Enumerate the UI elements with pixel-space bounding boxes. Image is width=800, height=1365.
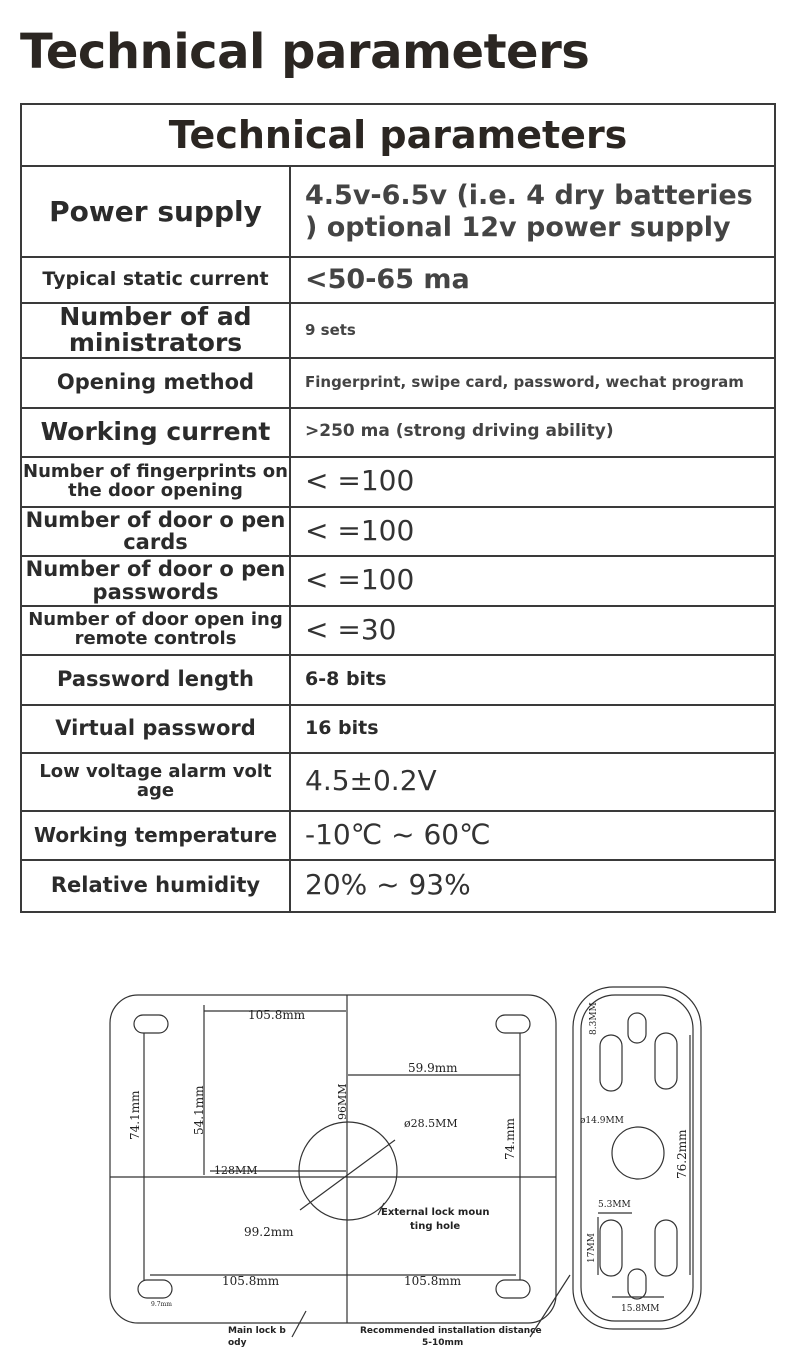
row-label-low-voltage-alarm: Low voltage alarm volt age <box>21 753 290 811</box>
callout-install-text-2: 5-10mm <box>422 1338 464 1348</box>
row-label-static-current: Typical static current <box>21 257 290 303</box>
table-row <box>21 457 775 507</box>
row-label-working-temperature: Working temperature <box>21 811 290 860</box>
label-left-height: 74.1mm <box>128 1090 142 1140</box>
label-right-offset: 59.9mm <box>408 1061 458 1075</box>
row-value-cards: < =100 <box>290 507 775 556</box>
table-row <box>21 556 775 606</box>
row-label-password-length: Password length <box>21 655 290 705</box>
mount-slot-top-right <box>496 1015 530 1033</box>
callout-main-body-text-1: Main lock b <box>228 1326 286 1336</box>
side-slot-bottom-center <box>628 1269 646 1299</box>
table-row <box>21 655 775 705</box>
row-value-low-voltage-alarm: 4.5±0.2V <box>290 753 775 811</box>
row-value-working-temperature: -10℃ ~ 60℃ <box>290 811 775 860</box>
label-mid-width: 128MM <box>214 1164 258 1177</box>
label-diagonal-width: 99.2mm <box>244 1225 294 1239</box>
callout-hole-text-2: ting hole <box>410 1221 461 1232</box>
row-value-relative-humidity: 20% ~ 93% <box>290 860 775 912</box>
main-body-outline <box>110 995 556 1323</box>
label-bottom-left-width: 105.8mm <box>222 1274 280 1288</box>
table-header-row <box>21 104 775 166</box>
label-corner-small: 9.7mm <box>151 1301 172 1308</box>
mount-slot-top-left <box>134 1015 168 1033</box>
row-label-passwords: Number of door o pen passwords <box>21 556 290 606</box>
row-value-passwords: < =100 <box>290 556 775 606</box>
label-top-width: 105.8mm <box>248 1008 306 1022</box>
side-slot-top-right <box>655 1033 677 1089</box>
table-row <box>21 811 775 860</box>
table-row <box>21 166 775 257</box>
row-label-power-supply: Power supply <box>21 166 290 257</box>
callout-install-text-1: Recommended installation distance <box>360 1326 542 1336</box>
side-slot-top-center <box>628 1013 646 1043</box>
label-side-top-offset: 8.3MM <box>589 1002 599 1035</box>
side-slot-top-left <box>600 1035 622 1091</box>
table-row <box>21 507 775 556</box>
callout-hole-text-1: External lock moun <box>381 1207 490 1218</box>
table-row <box>21 408 775 457</box>
row-label-relative-humidity: Relative humidity <box>21 860 290 912</box>
table-row <box>21 303 775 358</box>
row-value-fingerprints: < =100 <box>290 457 775 507</box>
row-label-cards: Number of door o pen cards <box>21 507 290 556</box>
row-label-working-current: Working current <box>21 408 290 457</box>
row-label-fingerprints: Number of fingerprints on the door opening <box>21 457 290 507</box>
mount-slot-bottom-right <box>496 1280 530 1298</box>
label-side-slot-width: 5.3MM <box>598 1200 631 1210</box>
side-slot-bottom-right <box>655 1220 677 1276</box>
label-side-slot-height: 17MM <box>587 1233 597 1263</box>
row-value-opening-method: Fingerprint, swipe card, password, wechat program <box>290 358 775 408</box>
side-panel-hole <box>612 1127 664 1179</box>
page-title: Technical parameters <box>20 24 590 80</box>
spec-table <box>20 103 776 913</box>
row-value-password-length: 6-8 bits <box>290 655 775 705</box>
label-inner-height: 54.1mm <box>192 1085 206 1135</box>
table-row <box>21 257 775 303</box>
label-hole-diameter: ø28.5MM <box>404 1117 458 1130</box>
label-bottom-right-width: 105.8mm <box>404 1274 462 1288</box>
callout-main-body-leader <box>292 1311 306 1337</box>
table-row <box>21 753 775 811</box>
row-value-power-supply: 4.5v-6.5v (i.e. 4 dry batteries ) optional 12v power supply <box>290 166 775 257</box>
table-row <box>21 606 775 655</box>
table-row <box>21 358 775 408</box>
row-value-administrators: 9 sets <box>290 303 775 358</box>
table-row <box>21 705 775 753</box>
table-header: Technical parameters <box>21 104 775 166</box>
label-right-height: 74.mm <box>503 1118 517 1160</box>
label-center-height: 96MM <box>336 1083 349 1120</box>
row-value-remote-controls: < =30 <box>290 606 775 655</box>
label-side-height: 76.2mm <box>675 1129 689 1179</box>
dimension-diagram <box>0 975 800 1355</box>
row-label-virtual-password: Virtual password <box>21 705 290 753</box>
row-value-virtual-password: 16 bits <box>290 705 775 753</box>
mount-slot-bottom-left <box>138 1280 172 1298</box>
side-slot-bottom-left <box>600 1220 622 1276</box>
row-value-working-current: >250 ma (strong driving ability) <box>290 408 775 457</box>
label-side-hole-diameter: ø14.9MM <box>580 1116 624 1126</box>
row-label-opening-method: Opening method <box>21 358 290 408</box>
callout-main-body-text-2: ody <box>228 1338 247 1348</box>
table-row <box>21 860 775 912</box>
row-value-static-current: <50-65 ma <box>290 257 775 303</box>
row-label-remote-controls: Number of door open ing remote controls <box>21 606 290 655</box>
label-side-bottom-width: 15.8MM <box>621 1304 660 1314</box>
row-label-administrators: Number of ad ministrators <box>21 303 290 358</box>
